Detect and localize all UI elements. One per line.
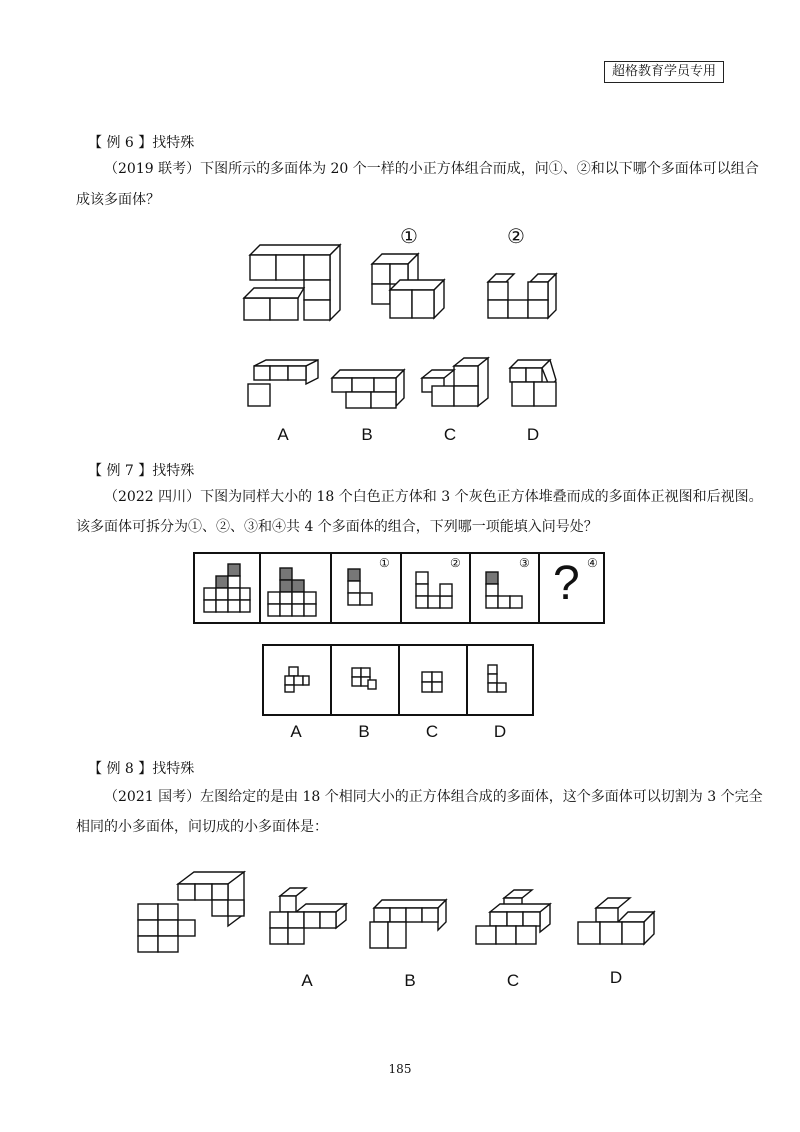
example-6-piece-1: [368, 250, 448, 320]
example-8-option-b-shape: [366, 898, 450, 954]
example-7-line-2: 该多面体可拆分为①、②、③和④共 4 个多面体的组合，下列哪一项能填入问号处？: [76, 519, 598, 535]
example-6-marker-1: ①: [400, 224, 418, 248]
example-7-option-d-shape: [486, 663, 516, 699]
example-7-piece-1: [344, 565, 384, 617]
header-badge: 超格教育学员专用: [604, 61, 724, 83]
example-8-option-a-shape: [266, 888, 350, 952]
example-6-option-b[interactable]: B: [361, 425, 373, 444]
panel-marker-2: ②: [450, 556, 461, 570]
example-8-option-c[interactable]: C: [506, 971, 520, 990]
example-6-option-c[interactable]: C: [443, 425, 457, 444]
options-divider: [466, 644, 468, 716]
example-7-front-view: [200, 560, 255, 618]
panel-marker-4: ④: [587, 556, 598, 570]
question-mark: ?: [553, 557, 580, 610]
example-7-option-c[interactable]: C: [425, 722, 439, 741]
example-7-line-1: （2022 四川）下图为同样大小的 18 个白色正方体和 3 个灰色正方体堆叠而成的多面体正视图和后视图。: [104, 489, 763, 505]
example-8-main-polyhedron: [134, 870, 259, 958]
panel-marker-1: ①: [379, 556, 390, 570]
strip-divider: [400, 552, 402, 624]
example-6-title: 【 例 6 】找特殊: [88, 135, 195, 151]
example-8-line-1: （2021 国考）左图给定的是由 18 个相同大小的正方体组合成的多面体，这个多面体可以切割为 3 个完全: [104, 789, 763, 805]
example-6-main-polyhedron: [240, 240, 350, 330]
options-divider: [330, 644, 332, 716]
strip-divider: [469, 552, 471, 624]
example-7-piece-3: [482, 568, 528, 616]
cube-stack: [244, 245, 340, 320]
strip-divider: [330, 552, 332, 624]
example-8-title: 【 例 8 】找特殊: [88, 761, 195, 777]
example-8-option-c-shape: [472, 888, 556, 954]
example-7-title: 【 例 7 】找特殊: [88, 463, 195, 479]
page-number: 185: [388, 1062, 412, 1076]
example-8-option-b[interactable]: B: [404, 971, 416, 990]
example-6-option-a[interactable]: A: [277, 425, 289, 444]
example-8-option-a[interactable]: A: [301, 971, 313, 990]
example-7-option-b-shape: [350, 666, 380, 692]
strip-divider: [259, 552, 261, 624]
example-7-option-a-shape: [283, 665, 313, 693]
example-6-option-a-shape: [244, 360, 324, 410]
options-divider: [398, 644, 400, 716]
example-8-line-2: 相同的小多面体，问切成的小多面体是：: [76, 819, 328, 835]
example-8-option-d-shape: [574, 898, 658, 954]
panel-marker-3: ③: [519, 556, 530, 570]
example-7-option-c-shape: [420, 670, 448, 694]
example-7-option-d[interactable]: D: [493, 722, 507, 741]
example-6-marker-2: ②: [507, 224, 525, 248]
example-6-option-c-shape: [418, 358, 498, 408]
example-6-option-b-shape: [328, 368, 408, 413]
example-6-option-d-shape: [506, 358, 566, 410]
example-6-line-1: （2019 联考）下图所示的多面体为 20 个一样的小正方体组合而成，问①、②和以下哪个多面体可以组合: [104, 161, 759, 177]
strip-divider: [538, 552, 540, 624]
example-7-back-view: [264, 562, 324, 620]
example-6-option-d[interactable]: D: [526, 425, 540, 444]
example-7-option-b[interactable]: B: [358, 722, 370, 741]
example-7-option-a[interactable]: A: [290, 722, 302, 741]
example-6-line-2: 成该多面体？: [76, 192, 160, 208]
example-7-piece-2: [412, 568, 458, 616]
example-6-piece-2: [484, 266, 564, 326]
example-8-option-d[interactable]: D: [609, 968, 623, 987]
